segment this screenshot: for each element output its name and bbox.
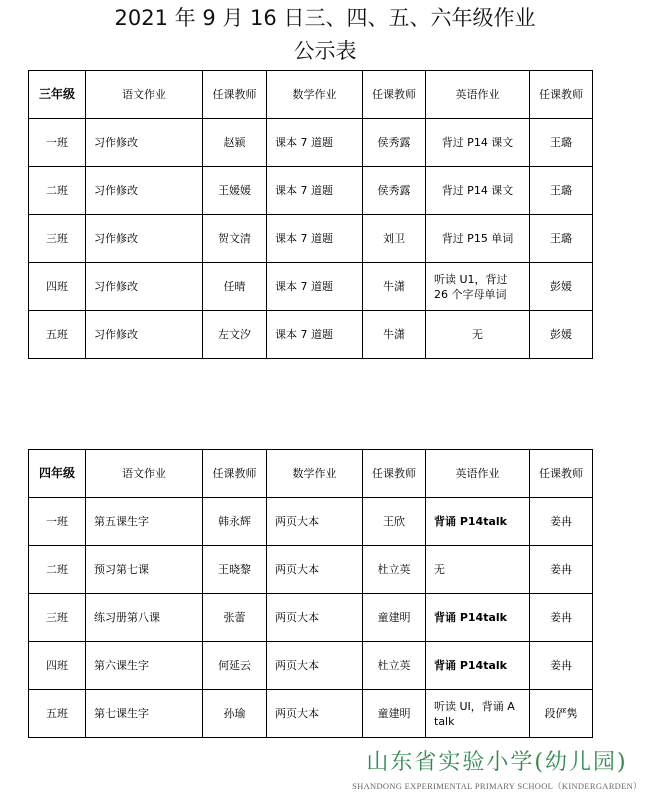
chinese-teacher-cell: 王媛媛: [203, 167, 267, 215]
chinese-teacher-cell: 孙瑜: [203, 690, 267, 738]
table-row: [29, 263, 593, 311]
header-math-teacher: 任课教师: [363, 71, 426, 119]
english-homework-cell: 听读 U1，背过 26 个字母单词: [426, 263, 530, 311]
table-row: [29, 642, 593, 690]
english-homework-cell: 背诵 P14talk: [426, 642, 530, 690]
header-chinese: 语文作业: [86, 71, 203, 119]
chinese-homework-cell: 习作修改: [86, 311, 203, 359]
table-row: [29, 215, 593, 263]
chinese-teacher-cell: 张蕾: [203, 594, 267, 642]
grade3-homework-table: [28, 70, 593, 359]
english-teacher-cell: 彭媛: [530, 263, 593, 311]
english-teacher-cell: 王璐: [530, 215, 593, 263]
table-row: [29, 594, 593, 642]
class-cell: 三班: [29, 215, 86, 263]
english-homework-cell: 无: [426, 311, 530, 359]
class-cell: 五班: [29, 311, 86, 359]
chinese-homework-cell: 预习第七课: [86, 546, 203, 594]
school-name-en: SHANDONG EXPERIMENTAL PRIMARY SCHOOL（KINDERGARDEN）: [352, 781, 642, 791]
chinese-homework-cell: 第七课生字: [86, 690, 203, 738]
chinese-teacher-cell: 何延云: [203, 642, 267, 690]
class-cell: 四班: [29, 263, 86, 311]
header-math: 数学作业: [267, 71, 363, 119]
math-teacher-cell: 童建明: [363, 594, 426, 642]
math-teacher-cell: 杜立英: [363, 546, 426, 594]
header-english: 英语作业: [426, 71, 530, 119]
table-header-row: [29, 71, 593, 119]
english-teacher-cell: 彭媛: [530, 311, 593, 359]
math-homework-cell: 课本 7 道题: [267, 215, 363, 263]
english-homework-cell: 背过 P14 课文: [426, 119, 530, 167]
class-cell: 二班: [29, 167, 86, 215]
header-math: 数学作业: [267, 450, 363, 498]
grade-label: 三年级: [29, 71, 86, 119]
english-homework-cell: 听读 UI，背诵 A talk: [426, 690, 530, 738]
chinese-homework-cell: 习作修改: [86, 119, 203, 167]
header-chinese: 语文作业: [86, 450, 203, 498]
table-header-row: [29, 450, 593, 498]
math-homework-cell: 两页大本: [267, 594, 363, 642]
class-cell: 五班: [29, 690, 86, 738]
class-cell: 二班: [29, 546, 86, 594]
english-homework-cell: 背过 P14 课文: [426, 167, 530, 215]
table-row: [29, 546, 593, 594]
english-homework-cell: 背诵 P14talk: [426, 498, 530, 546]
math-teacher-cell: 牛潇: [363, 311, 426, 359]
chinese-homework-cell: 练习册第八课: [86, 594, 203, 642]
english-teacher-cell: 姜冉: [530, 594, 593, 642]
chinese-homework-cell: 第六课生字: [86, 642, 203, 690]
header-chinese-teacher: 任课教师: [203, 450, 267, 498]
school-watermark: [352, 748, 642, 798]
math-teacher-cell: 王欣: [363, 498, 426, 546]
chinese-teacher-cell: 韩永辉: [203, 498, 267, 546]
school-name-cn: 山东省实验小学(幼儿园): [366, 750, 628, 775]
math-homework-cell: 两页大本: [267, 498, 363, 546]
table-row: [29, 498, 593, 546]
grade-label: 四年级: [29, 450, 86, 498]
english-teacher-cell: 姜冉: [530, 642, 593, 690]
chinese-homework-cell: 习作修改: [86, 215, 203, 263]
english-teacher-cell: 王璐: [530, 167, 593, 215]
math-homework-cell: 两页大本: [267, 642, 363, 690]
english-homework-cell: 背过 P15 单词: [426, 215, 530, 263]
page-title: 2021 年 9 月 16 日三、四、五、六年级作业: [114, 6, 536, 30]
chinese-teacher-cell: 赵颍: [203, 119, 267, 167]
math-teacher-cell: 牛潇: [363, 263, 426, 311]
header-english-teacher: 任课教师: [530, 71, 593, 119]
chinese-teacher-cell: 左文汐: [203, 311, 267, 359]
header-math-teacher: 任课教师: [363, 450, 426, 498]
table-row: [29, 690, 593, 738]
math-homework-cell: 两页大本: [267, 690, 363, 738]
math-teacher-cell: 刘卫: [363, 215, 426, 263]
header-english: 英语作业: [426, 450, 530, 498]
header-english-teacher: 任课教师: [530, 450, 593, 498]
english-teacher-cell: 姜冉: [530, 546, 593, 594]
table-row: [29, 311, 593, 359]
class-cell: 一班: [29, 119, 86, 167]
page-subtitle: 公示表: [293, 39, 357, 63]
chinese-homework-cell: 习作修改: [86, 263, 203, 311]
math-homework-cell: 课本 7 道题: [267, 263, 363, 311]
math-teacher-cell: 侯秀露: [363, 119, 426, 167]
class-cell: 一班: [29, 498, 86, 546]
chinese-homework-cell: 第五课生字: [86, 498, 203, 546]
english-homework-cell: 无: [426, 546, 530, 594]
math-teacher-cell: 杜立英: [363, 642, 426, 690]
class-cell: 三班: [29, 594, 86, 642]
math-homework-cell: 课本 7 道题: [267, 167, 363, 215]
english-teacher-cell: 姜冉: [530, 498, 593, 546]
chinese-teacher-cell: 贺文清: [203, 215, 267, 263]
class-cell: 四班: [29, 642, 86, 690]
table-row: [29, 119, 593, 167]
english-teacher-cell: 王璐: [530, 119, 593, 167]
header-chinese-teacher: 任课教师: [203, 71, 267, 119]
grade4-homework-table: [28, 449, 593, 738]
english-teacher-cell: 段俨隽: [530, 690, 593, 738]
chinese-teacher-cell: 王晓黎: [203, 546, 267, 594]
math-homework-cell: 课本 7 道题: [267, 311, 363, 359]
math-homework-cell: 课本 7 道题: [267, 119, 363, 167]
math-teacher-cell: 侯秀露: [363, 167, 426, 215]
english-homework-cell: 背诵 P14talk: [426, 594, 530, 642]
math-homework-cell: 两页大本: [267, 546, 363, 594]
math-teacher-cell: 童建明: [363, 690, 426, 738]
chinese-homework-cell: 习作修改: [86, 167, 203, 215]
table-row: [29, 167, 593, 215]
chinese-teacher-cell: 任晴: [203, 263, 267, 311]
